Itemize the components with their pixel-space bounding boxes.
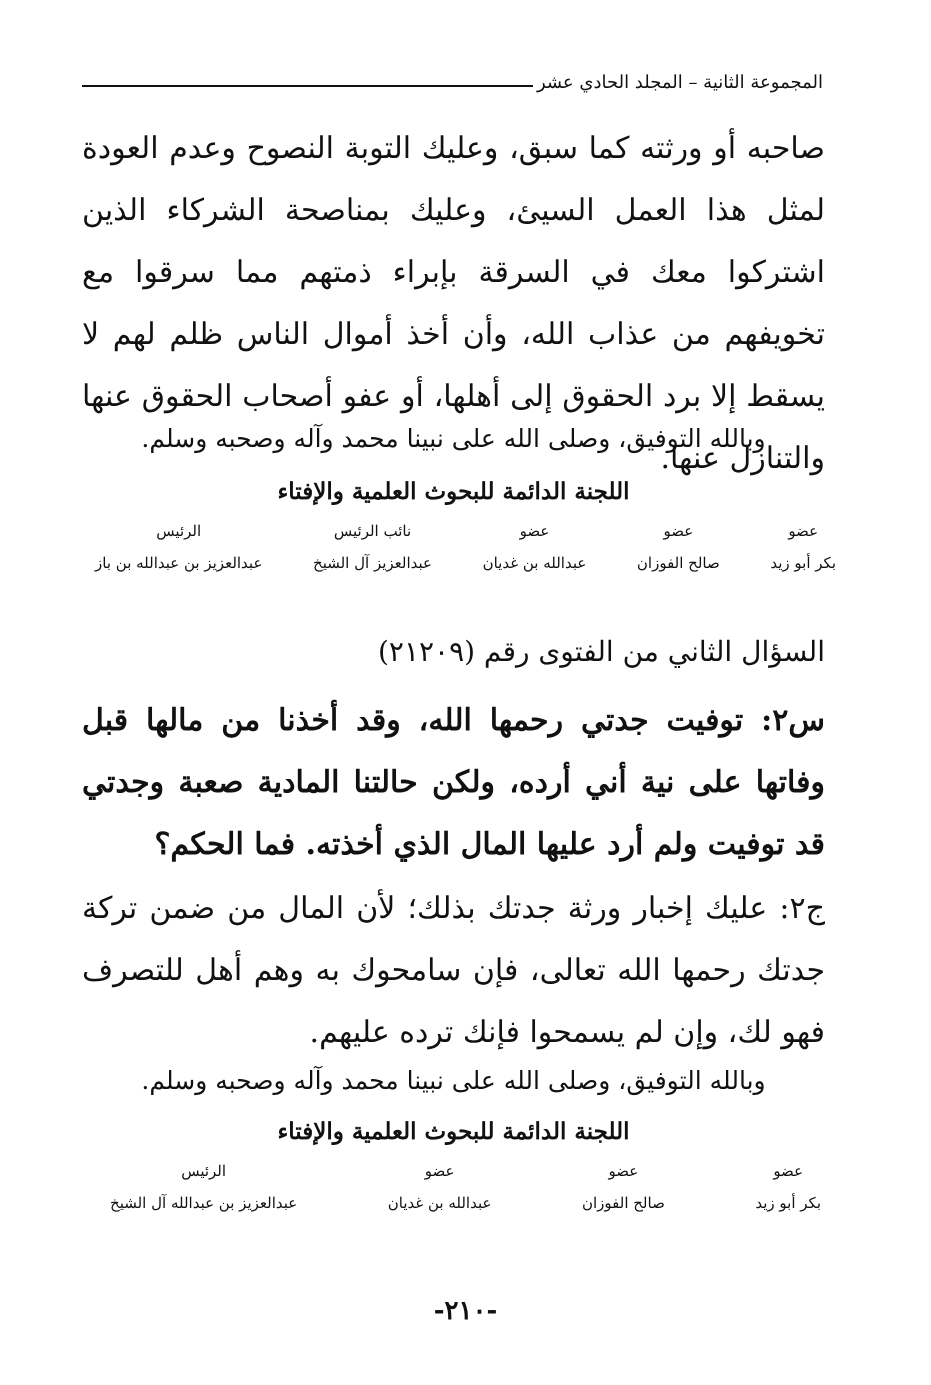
signature-name: صالح الفوزان — [636, 554, 720, 572]
question-2-paragraph: س٢: توفيت جدتي رحمها الله، وقد أخذنا من مالها قبل وفاتها على نية أني أرده، ولكن حالتنا المادية صعبة وجدتي قد توفيت ولم أرد عليها المال الذي أخذته. فما الحكم؟ — [82, 703, 826, 862]
signature-name: عبدالعزيز بن عبدالله آل الشيخ — [110, 1194, 298, 1212]
signature-role: عضو — [788, 522, 819, 540]
signature — [483, 522, 587, 572]
signature-role: الرئيس — [181, 1162, 227, 1180]
signature-role: عضو — [424, 1162, 455, 1180]
signature-name: عبدالعزيز بن عبدالله بن باز — [95, 554, 263, 572]
signatures-block-1 — [95, 522, 836, 572]
signature — [313, 522, 432, 572]
running-header — [82, 72, 823, 93]
signature-name: بكر أبو زيد — [755, 1194, 821, 1212]
header-title: المجموعة الثانية – المجلد الحادي عشر — [536, 72, 823, 93]
signature-role: الرئيس — [156, 522, 202, 540]
signature — [110, 1162, 297, 1212]
closing-prayer-2: وبالله التوفيق، وصلى الله على نبينا محمد وآله وصحبه وسلم. — [141, 1066, 766, 1095]
signature-role: عضو — [773, 1162, 804, 1180]
signature — [770, 522, 836, 572]
signature-name: صالح الفوزان — [581, 1194, 665, 1212]
answer-2-paragraph: ج٢: عليك إخبار ورثة جدتك بذلك؛ لأن المال من ضمن تركة جدتك رحمها الله تعالى، فإن سامحوك به وهم أهل للتصرف فهو لك، وإن لم يسمحوا فإنك ترده عليهم. — [82, 891, 825, 1050]
signature — [755, 1162, 821, 1212]
signature — [388, 1162, 492, 1212]
fatwa-2-title: السؤال الثاني من الفتوى رقم (٢١٢٠٩) — [377, 635, 825, 668]
signature-name: بكر أبو زيد — [770, 554, 836, 572]
signature-name: عبدالعزيز آل الشيخ — [313, 554, 432, 572]
signatures-block-2 — [110, 1162, 821, 1212]
page-number: -٢١٠- — [433, 1296, 498, 1326]
header-rule — [82, 85, 533, 87]
signature-name: عبدالله بن غديان — [482, 554, 587, 572]
signature-role: عضو — [519, 522, 550, 540]
answer-1-paragraph: صاحبه أو ورثته كما سبق، وعليك التوبة النصوح وعدم العودة لمثل هذا العمل السيئ، وعليك بمناصحة الشركاء الذين اشتركوا معك في السرقة بإبراء ذمتهم مما سرقوا مع تخويفهم من عذاب الله، وأن أخذ أموال الناس ظلم لهم لا يسقط إلا برد الحقوق إلى أهلها، أو عفو أصحاب الحقوق عنها والتنازل عنها. — [82, 131, 825, 476]
committee-name-2: اللجنة الدائمة للبحوث العلمية والإفتاء — [277, 1118, 630, 1145]
signature — [582, 1162, 665, 1212]
committee-name-1: اللجنة الدائمة للبحوث العلمية والإفتاء — [277, 478, 630, 505]
signature-role: عضو — [608, 1162, 639, 1180]
closing-prayer-1: وبالله التوفيق، وصلى الله على نبينا محمد وآله وصحبه وسلم. — [141, 424, 766, 453]
signature — [637, 522, 720, 572]
signature-role: عضو — [663, 522, 694, 540]
signature — [95, 522, 262, 572]
signature-role: نائب الرئيس — [333, 522, 412, 540]
signature-name: عبدالله بن غديان — [387, 1194, 492, 1212]
